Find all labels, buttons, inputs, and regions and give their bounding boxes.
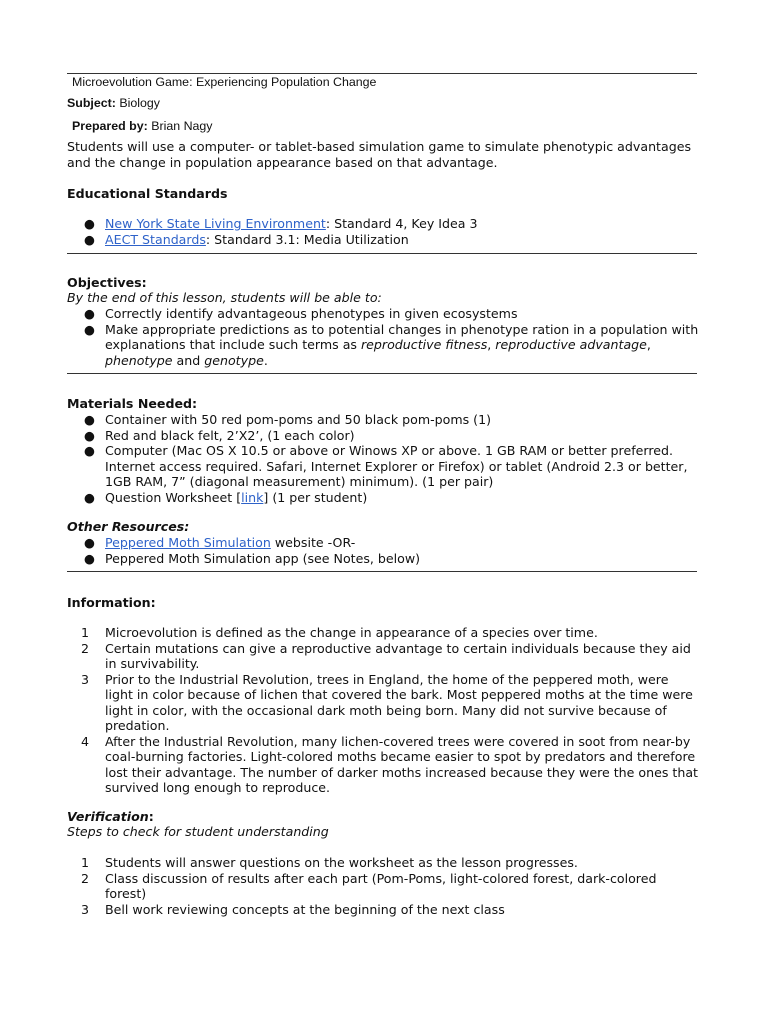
information-heading: Information: <box>67 595 156 610</box>
information-item: 3 Prior to the Industrial Revolution, trees in England, the home of the peppered moth, were light in color because of lichen that covered the bark. Most peppered moths at the time were light in color, with the occasional dark moth being born. Many did not survive because of predation. <box>81 671 693 733</box>
information-item: 1 Microevolution is defined as the change in appearance of a species over time. <box>81 625 598 640</box>
resource-item: ● Peppered Moth Simulation app (see Notes, below) <box>84 550 421 566</box>
objective-item: ● Correctly identify advantageous phenotypes in given ecosystems <box>84 306 518 321</box>
objectives-heading: Objectives: <box>67 275 147 290</box>
prepared-value: Brian Nagy <box>151 119 213 133</box>
resources-list <box>67 535 707 566</box>
standards-heading: Educational Standards <box>67 186 228 201</box>
information-list <box>67 625 707 796</box>
material-item: ● Computer (Mac OS X 10.5 or above or Winows XP or above. 1 GB RAM or better preferred. Internet access required. Safari, Internet Explorer or Firefox) or tablet (Android 2.3 or better, 1GB RAM, 7” (diagonal measurement) minimum). (1 per pair) <box>84 443 688 489</box>
standard-item: ● New York State Living Environment: Standard 4, Key Idea 3 <box>84 216 478 231</box>
standard-link-aect[interactable]: AECT Standards <box>105 231 206 247</box>
section-rule <box>67 571 697 572</box>
section-rule <box>67 373 697 374</box>
verification-heading: Verification: <box>67 809 154 824</box>
verification-list <box>67 855 707 917</box>
resources-heading: Other Resources: <box>67 519 190 534</box>
peppered-moth-link[interactable]: Peppered Moth Simulation <box>105 535 271 550</box>
material-item: ● Question Worksheet [link] (1 per student) <box>84 489 368 505</box>
materials-list <box>67 412 707 505</box>
verification-item: 2 Class discussion of results after each part (Pom-Poms, light-colored forest, dark-colored forest) <box>81 870 657 901</box>
subject-line <box>67 96 707 112</box>
objective-item: ● Make appropriate predictions as to potential changes in phenotype ration in a population with explanations that include such terms as reproductive fitness, reproductive advantage, phenotype and genotype. <box>84 321 699 368</box>
verification-item: 3 Bell work reviewing concepts at the beginning of the next class <box>81 901 505 917</box>
objectives-subheading: By the end of this lesson, students will be able to: <box>67 290 382 305</box>
prepared-by-line <box>72 119 712 135</box>
subject-label: Subject: <box>67 96 116 110</box>
standards-list <box>67 216 707 247</box>
information-item: 4 After the Industrial Revolution, many lichen-covered trees were covered in soot from near-by coal-burning factories. Light-colored moths became easier to spot by predators and therefore lost their advantage. The number of darker moths increased because they were the ones that survived long enough to reproduce. <box>81 733 698 795</box>
standard-link-nys[interactable]: New York State Living Environment <box>105 216 326 231</box>
lesson-title: Microevolution Game: Experiencing Population Change <box>72 75 377 89</box>
intro-line-1: Students will use a computer- or tablet-based simulation game to simulate phenotypic advantages <box>67 139 692 154</box>
section-rule <box>67 253 697 254</box>
intro-line-2: and the change in population appearance based on that advantage. <box>67 155 498 170</box>
prepared-label: Prepared by: <box>72 119 148 133</box>
material-item: ● Container with 50 red pom-poms and 50 black pom-poms (1) <box>84 412 492 427</box>
information-item: 2 Certain mutations can give a reproductive advantage to certain individuals because they aid in survivability. <box>81 640 691 671</box>
resource-item: ● Peppered Moth Simulation website -OR- <box>84 535 356 550</box>
top-rule <box>67 73 697 74</box>
material-item: ● Red and black felt, 2’X2’, (1 each color) <box>84 427 355 443</box>
objectives-list <box>67 306 707 368</box>
verification-subheading: Steps to check for student understanding <box>67 824 329 839</box>
worksheet-link[interactable]: link <box>241 489 264 505</box>
subject-value: Biology <box>119 96 160 110</box>
verification-item: 1 Students will answer questions on the worksheet as the lesson progresses. <box>81 855 578 870</box>
materials-heading: Materials Needed: <box>67 396 198 411</box>
standard-item: ● AECT Standards: Standard 3.1: Media Utilization <box>84 231 409 247</box>
